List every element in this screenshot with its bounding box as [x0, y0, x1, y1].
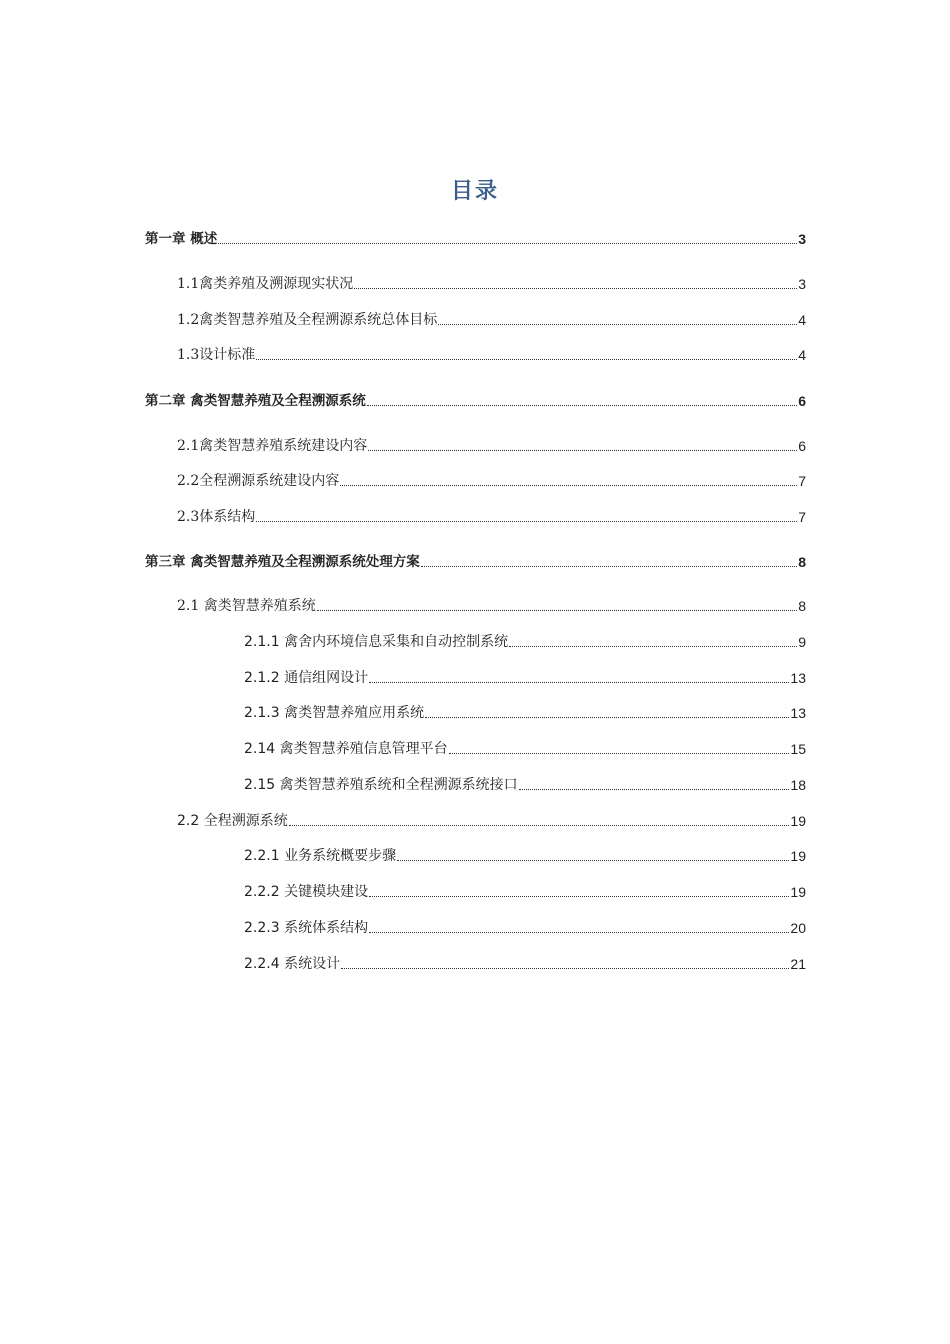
toc-entry-label: 第三章 禽类智慧养殖及全程溯源系统处理方案	[145, 554, 420, 570]
toc-entry-1-3[interactable]	[177, 344, 806, 364]
toc-page-number: 13	[790, 705, 806, 721]
toc-entry-2-1-2[interactable]	[244, 667, 806, 687]
toc-entry-label: 2.1.3 禽类智慧养殖应用系统	[244, 705, 425, 721]
dot-leader	[289, 824, 790, 826]
dot-leader	[340, 484, 797, 486]
dot-leader	[519, 788, 790, 790]
toc-entry-2-2-2[interactable]	[244, 881, 806, 901]
toc-page-number: 4	[798, 347, 806, 363]
toc-page-number: 8	[798, 598, 806, 614]
toc-page-number: 20	[790, 920, 806, 936]
toc-entry-2-15[interactable]	[244, 774, 806, 794]
dot-leader	[354, 287, 797, 289]
toc-entry-2-2-1[interactable]	[244, 845, 806, 865]
toc-page-number: 8	[798, 554, 806, 570]
toc-entry-label: 2.1禽类智慧养殖系统建设内容	[177, 438, 368, 454]
toc-entry-2-1[interactable]	[177, 435, 806, 455]
toc-entry-label: 2.1.2 通信组网设计	[244, 670, 369, 686]
toc-entry-2-2[interactable]	[177, 470, 806, 490]
toc-page-number: 19	[790, 848, 806, 864]
dot-leader	[368, 449, 797, 451]
toc-entry-2-14[interactable]	[244, 738, 806, 758]
toc-entry-2-3[interactable]	[177, 506, 806, 526]
dot-leader	[449, 752, 790, 754]
toc-page-number: 7	[798, 473, 806, 489]
toc-entry-label: 2.2.3 系统体系结构	[244, 920, 369, 936]
toc-entry-1-2[interactable]	[177, 309, 806, 329]
toc-entry-label: 第一章 概述	[145, 231, 218, 247]
toc-page-number: 4	[798, 312, 806, 328]
dot-leader	[256, 358, 797, 360]
toc-page-number: 9	[798, 634, 806, 650]
dot-leader	[367, 404, 798, 406]
toc-entry-label: 2.15 禽类智慧养殖系统和全程溯源系统接口	[244, 777, 518, 793]
toc-entry-label: 1.1禽类养殖及溯源现实状况	[177, 276, 354, 292]
toc-page-number: 13	[790, 670, 806, 686]
toc-entry-label: 2.2.4 系统设计	[244, 956, 341, 972]
toc-page-number: 6	[798, 393, 806, 409]
dot-leader	[341, 967, 789, 969]
toc-entry-3-2-2[interactable]	[177, 810, 806, 830]
dot-leader	[509, 645, 797, 647]
toc-entry-2-2-4[interactable]	[244, 953, 806, 973]
dot-leader	[425, 716, 789, 718]
toc-page-number: 19	[790, 884, 806, 900]
dot-leader	[397, 859, 789, 861]
toc-page-number: 19	[790, 813, 806, 829]
toc-entry-label: 第二章 禽类智慧养殖及全程溯源系统	[145, 393, 366, 409]
toc-entry-label: 2.3体系结构	[177, 509, 256, 525]
toc-entry-label: 2.1.1 禽舍内环境信息采集和自动控制系统	[244, 634, 509, 650]
toc-page-number: 21	[790, 956, 806, 972]
toc-title: 目录	[450, 179, 499, 204]
toc-page-number: 6	[798, 438, 806, 454]
toc-entry-chapter-3[interactable]	[145, 551, 806, 571]
toc-entry-label: 2.1 禽类智慧养殖系统	[177, 598, 316, 614]
toc-entry-3-2-1[interactable]	[177, 595, 806, 615]
toc-entry-2-1-3[interactable]	[244, 702, 806, 722]
toc-entry-label: 2.2 全程溯源系统	[177, 813, 288, 829]
toc-entry-2-2-3[interactable]	[244, 917, 806, 937]
dot-leader	[256, 520, 797, 522]
dot-leader	[421, 565, 798, 567]
toc-entry-2-1-1[interactable]	[244, 631, 806, 651]
toc-entry-label: 1.2禽类智慧养殖及全程溯源系统总体目标	[177, 312, 438, 328]
toc-page-number: 15	[790, 741, 806, 757]
toc-page-number: 3	[798, 276, 806, 292]
toc-page-number: 18	[790, 777, 806, 793]
dot-leader	[369, 895, 789, 897]
dot-leader	[369, 681, 789, 683]
toc-page-number: 3	[798, 231, 806, 247]
toc-page-number: 7	[798, 509, 806, 525]
dot-leader	[317, 609, 797, 611]
toc-entry-label: 2.2.1 业务系统概要步骤	[244, 848, 397, 864]
dot-leader	[369, 931, 789, 933]
toc-entry-chapter-1[interactable]	[145, 228, 806, 248]
toc-entry-chapter-2[interactable]	[145, 390, 806, 410]
toc-entry-label: 1.3设计标准	[177, 347, 256, 363]
toc-entry-label: 2.2.2 关键模块建设	[244, 884, 369, 900]
dot-leader	[438, 323, 797, 325]
toc-entry-1-1[interactable]	[177, 273, 806, 293]
dot-leader	[218, 242, 797, 244]
toc-entry-label: 2.14 禽类智慧养殖信息管理平台	[244, 741, 448, 757]
toc-entry-label: 2.2全程溯源系统建设内容	[177, 473, 340, 489]
